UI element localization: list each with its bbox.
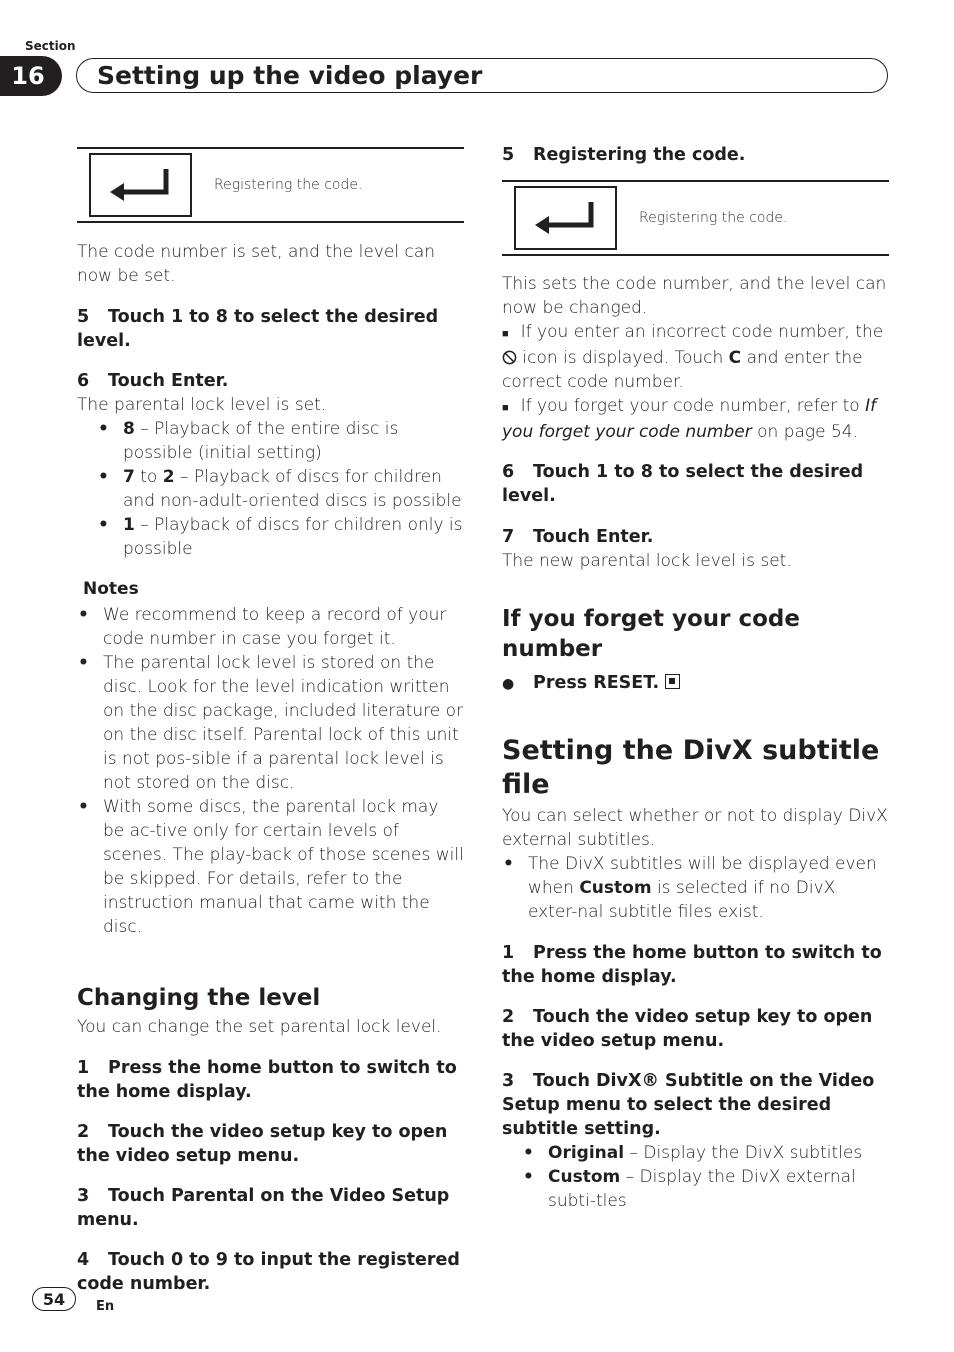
change-step-3: 3 Touch Parental on the Video Setup menu. <box>77 1186 450 1230</box>
right-step-7: 7 Touch Enter. <box>502 527 654 547</box>
step-6: 6 Touch Enter. <box>77 371 229 391</box>
new-level-paragraph: The new parental lock level is set. <box>502 551 792 571</box>
divx-note-list <box>502 852 889 924</box>
end-mark-icon <box>665 674 680 689</box>
notes-list <box>77 603 464 939</box>
notes-heading: Notes <box>83 579 139 599</box>
divx-step-2: 2 Touch the video setup key to open the video setup menu. <box>502 1007 873 1051</box>
right-column <box>502 143 889 1213</box>
level-list <box>77 417 464 561</box>
list-item: • The DivX subtitles will be displayed even when Custom is selected if no DivX exter-nal subtitle files exist. <box>503 854 877 922</box>
press-reset-step: ● Press RESET. <box>502 671 889 696</box>
language-label: En <box>96 1299 115 1314</box>
page-number: 54 <box>32 1287 76 1311</box>
forget-code-heading: If you forget your code number <box>502 606 800 662</box>
list-item: • Original – Display the DivX subtitles <box>523 1143 863 1163</box>
register-code-caption: Registering the code. <box>214 177 363 193</box>
enter-arrow-icon <box>108 165 174 205</box>
divx-step-1: 1 Press the home button to switch to the home display. <box>502 943 882 987</box>
list-item: • 8 – Playback of the entire disc is possible (initial setting) <box>98 419 399 463</box>
list-item: • Custom – Display the DivX external subti-tles <box>523 1167 856 1211</box>
code-set-paragraph: The code number is set, and the level can now be set. <box>77 242 436 286</box>
register-code-box-right <box>502 180 889 256</box>
list-item: • We recommend to keep a record of your code number in case you forget it. <box>78 605 447 649</box>
divx-intro: You can select whether or not to display DivX external subtitles. <box>502 806 888 850</box>
divx-step-3: 3 Touch DivX® Subtitle on the Video Setup menu to select the desired subtitle setting. <box>502 1071 875 1139</box>
register-code-caption: Registering the code. <box>639 210 788 226</box>
changing-level-intro: You can change the set parental lock level. <box>77 1017 442 1037</box>
section-label: Section <box>25 39 76 53</box>
forget-code-note: ■ If you forget your code number, refer to If you forget your code number on page 54. <box>502 396 877 442</box>
subtitle-options-list <box>502 1141 889 1213</box>
list-item: • 7 to 2 – Playback of discs for children and non-adult-oriented discs is possible <box>98 467 462 511</box>
changing-level-heading: Changing the level <box>77 985 321 1011</box>
prohibited-icon <box>502 350 517 365</box>
section-number-badge: 16 <box>0 56 62 96</box>
page-title: Setting up the video player <box>97 61 483 90</box>
enter-key-icon <box>89 153 192 217</box>
change-step-2: 2 Touch the video setup key to open the video setup menu. <box>77 1122 448 1166</box>
step-5: 5 Touch 1 to 8 to select the desired level. <box>77 307 439 351</box>
enter-key-icon <box>514 186 617 250</box>
code-changed-paragraph: This sets the code number, and the level can now be changed. <box>502 274 887 318</box>
divx-heading: Setting the DivX subtitle file <box>502 735 880 800</box>
list-item: • The parental lock level is stored on the disc. Look for the level indication written on the disc package, included literature or on the disc itself. Parental lock of this unit is not pos-sible if a parental lock level is not stored on the disc. <box>78 653 464 793</box>
change-step-4: 4 Touch 0 to 9 to input the registered code number. <box>77 1250 460 1294</box>
list-item: • 1 – Playback of discs for children only is possible <box>98 515 463 559</box>
list-item: • With some discs, the parental lock may be ac-tive only for certain levels of scenes. The play-back of those scenes will be skipped. For details, refer to the instruction manual that came with the disc. <box>78 797 464 937</box>
right-step-6: 6 Touch 1 to 8 to select the desired level. <box>502 462 864 506</box>
change-step-1: 1 Press the home button to switch to the home display. <box>77 1058 457 1102</box>
right-step-5: 5 Registering the code. <box>502 145 746 165</box>
enter-arrow-icon <box>533 198 599 238</box>
level-set-paragraph: The parental lock level is set. <box>77 395 327 415</box>
incorrect-code-note: ■ If you enter an incorrect code number, the icon is displayed. Touch C and enter the correct code number. <box>502 322 884 392</box>
register-code-box <box>77 147 464 223</box>
left-column <box>77 147 464 1296</box>
